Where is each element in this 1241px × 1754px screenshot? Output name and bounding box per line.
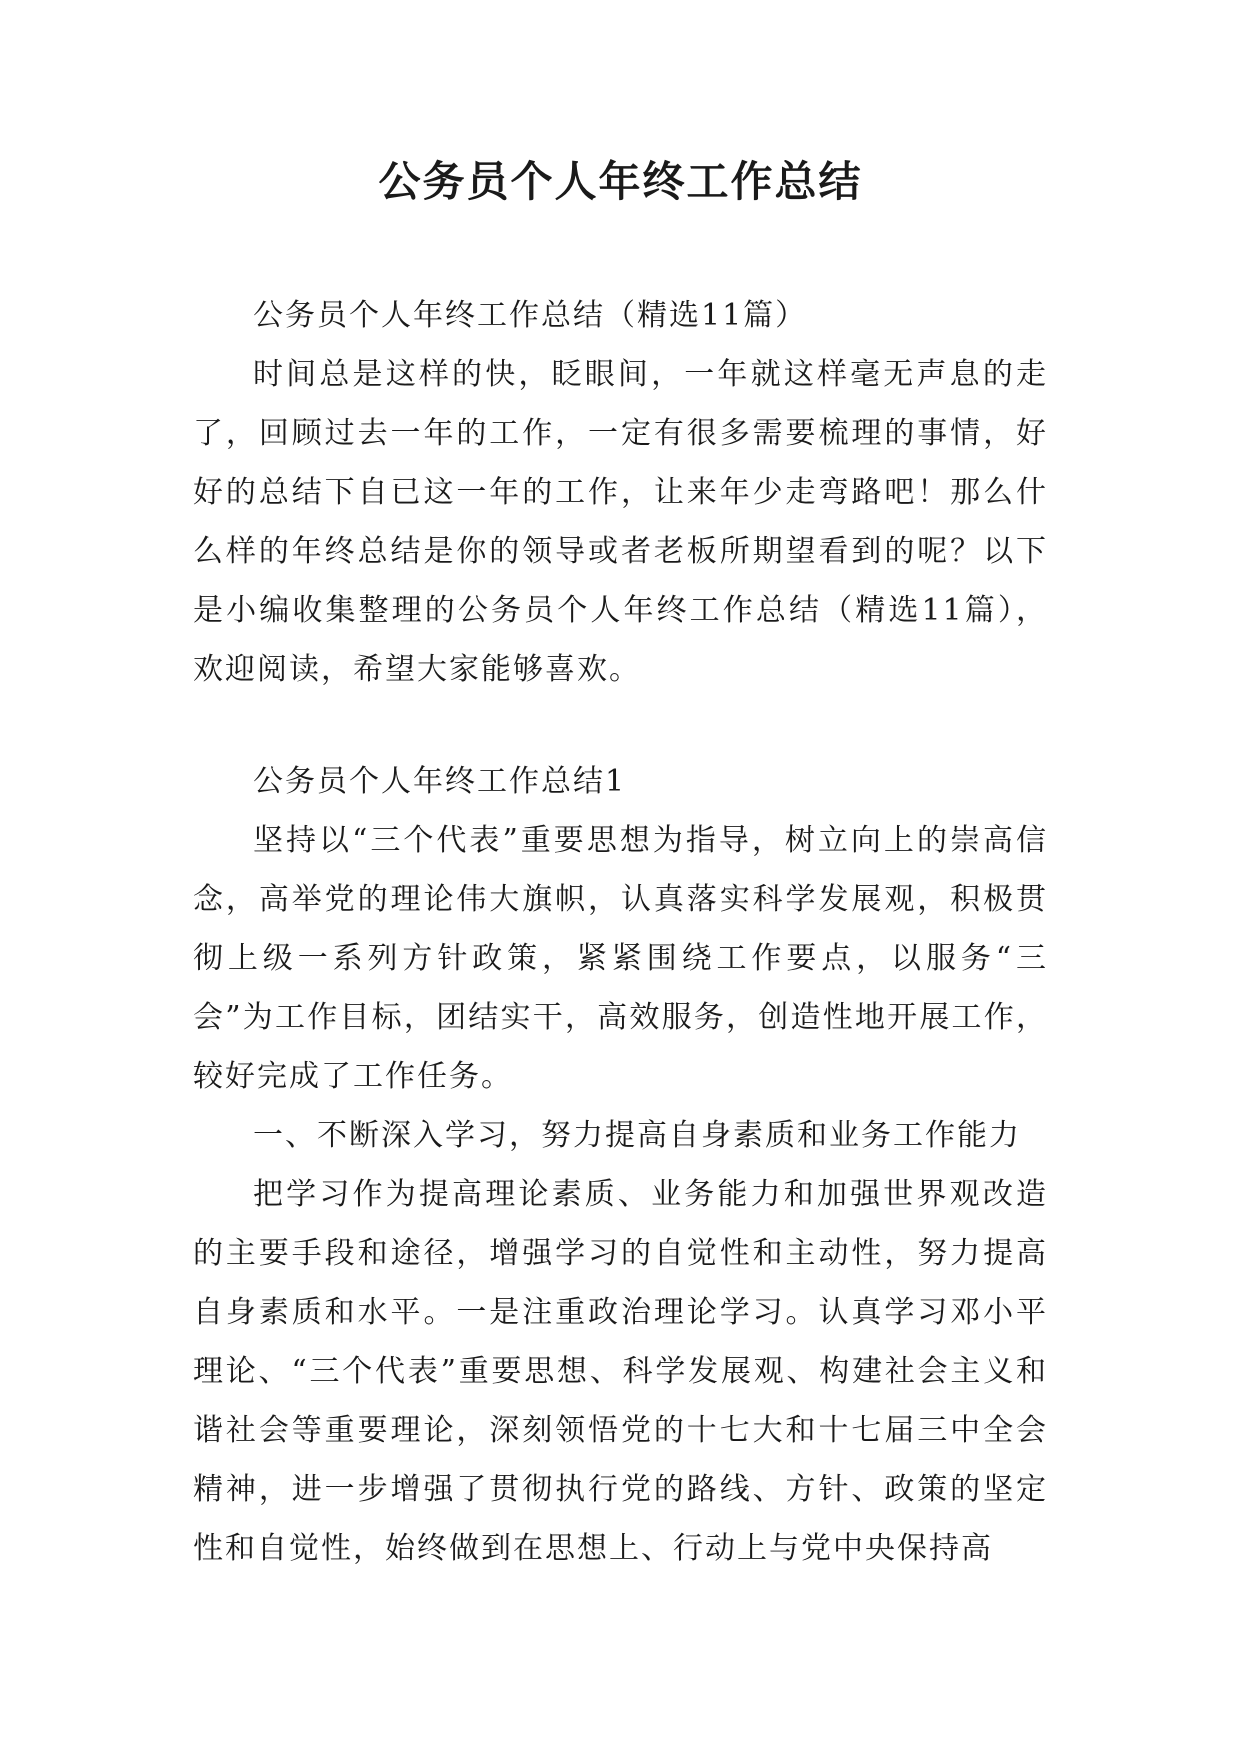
- intro-section: [193, 286, 1048, 699]
- section-1-paragraph-1: 坚持以“三个代表”重要思想为指导，树立向上的崇高信念，高举党的理论伟大旗帜，认真落实科学发展观，积极贯彻上级一系列方针政策，紧紧围绕工作要点，以服务“三会”为工作目标，团结实干，高效服务，创造性地开展工作，较好完成了工作任务。: [193, 823, 1048, 1094]
- intro-subtitle: 公务员个人年终工作总结（精选11篇）: [253, 298, 808, 333]
- section-1-subheading: 一、不断深入学习，努力提高自身素质和业务工作能力: [253, 1118, 1021, 1153]
- section-1-paragraph-2: 把学习作为提高理论素质、业务能力和加强世界观改造的主要手段和途径，增强学习的自觉性和主动性，努力提高自身素质和水平。一是注重政治理论学习。认真学习邓小平理论、“三个代表”重要思想、科学发展观、构建社会主义和谐社会等重要理论，深刻领悟党的十七大和十七届三中全会精神，进一步增强了贯彻执行党的路线、方针、政策的坚定性和自觉性，始终做到在思想上、行动上与党中央保持高: [193, 1177, 1048, 1566]
- intro-paragraph: 时间总是这样的快，眨眼间，一年就这样毫无声息的走了，回顾过去一年的工作，一定有很多需要梳理的事情，好好的总结下自已这一年的工作，让来年少走弯路吧！那么什么样的年终总结是你的领导或者老板所期望看到的呢？以下是小编收集整理的公务员个人年终工作总结（精选11篇），欢迎阅读，希望大家能够喜欢。: [193, 357, 1048, 687]
- section-1-heading: 公务员个人年终工作总结1: [253, 764, 627, 799]
- section-1: [193, 752, 1048, 1578]
- document-title: 公务员个人年终工作总结: [378, 157, 863, 206]
